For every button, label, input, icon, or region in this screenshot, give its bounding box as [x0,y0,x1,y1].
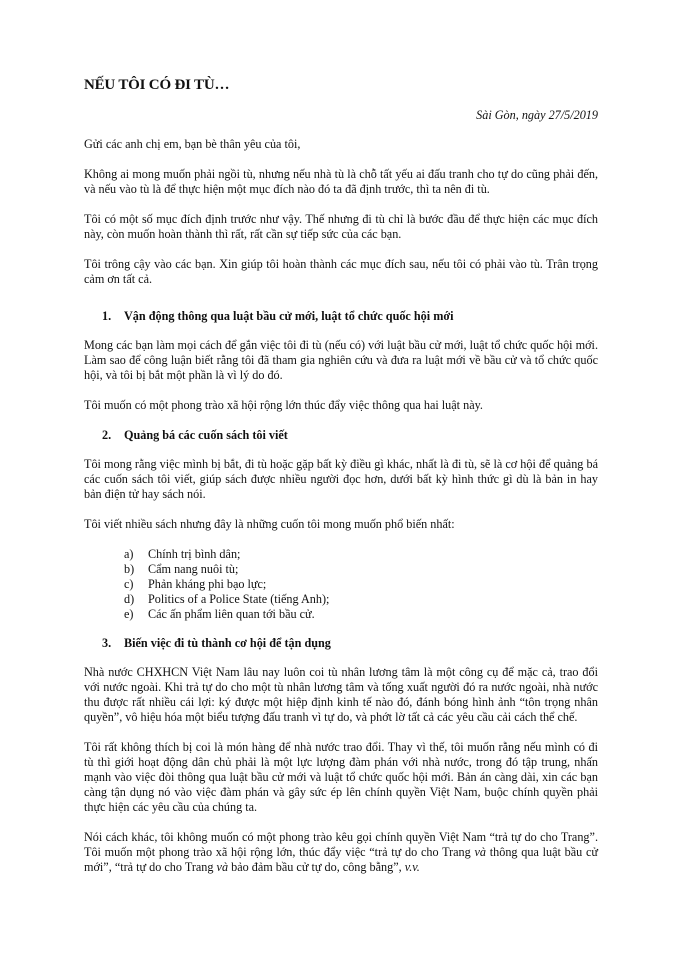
list-marker: c) [124,577,134,591]
document-title: NẾU TÔI CÓ ĐI TÙ… [84,77,230,93]
section-number: 1. [102,309,112,323]
list-item [124,562,598,577]
list-item-text: Các ấn phẩm liên quan tới bầu cử. [148,607,315,621]
section-heading-text: Quảng bá các cuốn sách tôi viết [124,428,288,442]
closing-emphasis: và [474,845,487,859]
section-heading-3 [84,636,598,651]
closing-text: Nói cách khác, tôi không muốn có một phong trào kêu gọi chính quyền Việt Nam “trả tự do cho Trang”. Tôi muốn một phong trào xã hội rộng lớn, thúc đẩy việc “trả tự do cho Trang [84,830,598,859]
closing-emphasis: và [216,860,229,874]
list-marker: e) [124,607,134,621]
list-item-text: Chính trị bình dân; [148,547,241,561]
closing-paragraph [84,830,598,875]
list-item-text: Politics of a Police State (tiếng Anh); [148,592,330,606]
intro-paragraph: Tôi có một số mục đích định trước như vậy. Thế nhưng đi tù chỉ là bước đầu để thực hiện các mục đích này, còn muốn hoàn thành thì rất, rất cần sự tiếp sức của các bạn. [84,212,598,241]
section-heading-1 [84,309,598,324]
list-item [124,577,598,592]
section-number: 3. [102,636,112,650]
book-list [84,547,598,622]
list-item [124,592,598,607]
greeting: Gửi các anh chị em, bạn bè thân yêu của tôi, [84,137,301,151]
list-item-text: Phản kháng phi bạo lực; [148,577,267,591]
list-marker: a) [124,547,134,561]
section-paragraph: Nhà nước CHXHCN Việt Nam lâu nay luôn coi tù nhân lương tâm là một công cụ để mặc cả, trao đổi với nước ngoài. Khi trả tự do cho một tù nhân lương tâm và tống xuất người đó ra nước ngoài, nhà nước thu được rất nhiều cái lợi: ký được một hiệp định kinh tế nào đó, đánh bóng hình ảnh “tôn trọng nhân quyền”, vô hiệu hóa một biểu tượng đấu tranh vì tự do, và phớt lờ tất cả các yêu cầu cải cách thể chế. [84,665,598,724]
section-heading-2 [84,428,598,443]
list-item-text: Cẩm nang nuôi tù; [148,562,239,576]
document-page [84,76,598,890]
closing-emphasis: v.v. [404,860,420,874]
section-paragraph: Tôi muốn có một phong trào xã hội rộng lớn thúc đẩy việc thông qua hai luật này. [84,398,483,412]
section-paragraph: Mong các bạn làm mọi cách để gắn việc tôi đi tù (nếu có) với luật bầu cử mới, luật tổ chức quốc hội mới. Làm sao để công luận biết rằng tôi đã tham gia nghiên cứu và đưa ra luật mới về bầu cử và tổ chức quốc hội, và tôi bị bắt một phần là vì lý do đó. [84,338,598,382]
closing-text: bảo đảm bầu cử tự do, công bằng”, [228,860,405,874]
section-number: 2. [102,428,112,442]
intro-paragraph: Không ai mong muốn phải ngồi tù, nhưng nếu nhà tù là chỗ tất yếu ai đấu tranh cho tự do cũng phải đến, và nếu vào tù là để thực hiện một mục đích nào đó ta đã định trước, thì ta nên đi tù. [84,167,598,196]
list-marker: b) [124,562,135,576]
section-paragraph: Tôi viết nhiều sách nhưng đây là những cuốn tôi mong muốn phổ biến nhất: [84,517,455,531]
section-heading-text: Biến việc đi tù thành cơ hội để tận dụng [124,636,331,650]
intro-paragraph: Tôi trông cậy vào các bạn. Xin giúp tôi hoàn thành các mục đích sau, nếu tôi có phải vào tù. Trân trọng cảm ơn tất cả. [84,257,598,286]
list-marker: d) [124,592,135,606]
section-paragraph: Tôi rất không thích bị coi là món hàng để nhà nước trao đổi. Thay vì thế, tôi muốn rằng nếu mình có đi tù thì giới hoạt động dân chủ phải là một lực lượng đàm phán với nhà nước, trong đó tập trung, nhấn mạnh vào việc đòi thông qua luật bầu cử mới và luật tổ chức quốc hội mới. Bản án càng dài, xin các bạn càng tận dụng nó vào việc đàm phán và gây sức ép lên chính quyền Việt Nam, buộc chính quyền phải thực hiện các yêu cầu của chúng ta. [84,740,598,814]
date-line: Sài Gòn, ngày 27/5/2019 [476,108,598,122]
section-heading-text: Vận động thông qua luật bầu cử mới, luật tổ chức quốc hội mới [124,309,454,323]
list-item [124,547,598,562]
list-item [124,607,598,622]
closing-text: thông qua luật bầu cử mới”, “trả tự do cho Trang [84,845,598,874]
section-paragraph: Tôi mong rằng việc mình bị bắt, đi tù hoặc gặp bất kỳ điều gì khác, nhất là đi tù, sẽ là cơ hội để quảng bá các cuốn sách tôi viết, giúp sách được nhiều người đọc hơn, dưới bất kỳ hình thức gì dù là bản in hay bản điện tử hay sách nói. [84,457,598,501]
